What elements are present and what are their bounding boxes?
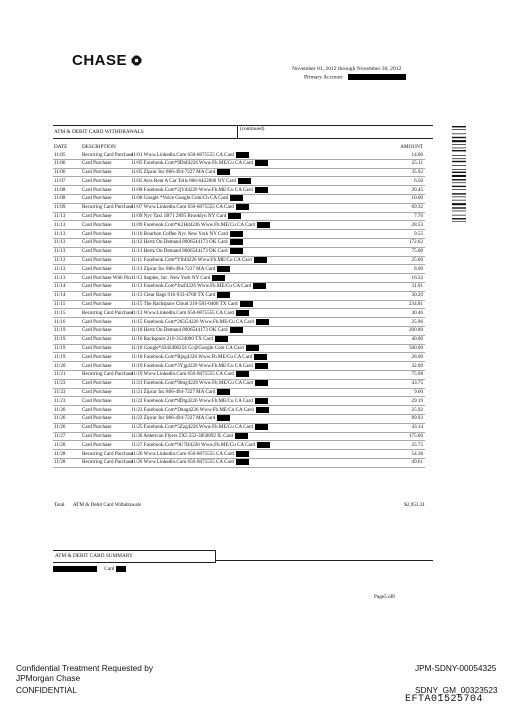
table-row [53,353,425,362]
primary-account [304,74,406,80]
row-description: 11/18 Google*4342406254 Cc@Google.Com CA Card [131,345,244,352]
row-description: 11/13 Www.Linkedin.Com 650-6875555 CA Card [131,309,234,316]
row-description-wrap [131,257,267,263]
table-row [53,380,425,389]
footer-confidential-line1: Confidential Treatment Requested by [16,663,153,673]
row-description-wrap [131,354,267,360]
row-description-wrap [131,415,230,421]
redaction-block [236,371,249,377]
row-description-wrap [131,451,249,457]
redaction-block [253,283,266,289]
row-type: Card Purchase [82,397,112,404]
row-amount: 75.00 [411,248,423,255]
row-description-wrap [131,266,230,272]
total-row [53,502,425,510]
table-row [53,213,425,222]
row-description-wrap [131,310,249,316]
row-date: 11/06 [54,169,66,176]
row-type: Recurring Card Purchase [82,450,134,457]
redaction-block [236,152,249,158]
row-description: 11/13 Zipcar Inc 866-494-7227 MA Card [131,265,216,272]
row-description: 11/05 Facebook.Com*9Dnf4226 Www.Fb.ME/Cu CA Card [131,160,254,167]
row-amount: 10.00 [411,195,423,202]
table-row [53,371,425,380]
table-row [53,336,425,345]
row-description: 11/13 Staples, Inc. New York NY Card [131,274,211,281]
row-type: Card Purchase [82,169,112,176]
redaction-block [256,319,269,325]
row-description: 11/21 Zipcar Inc 866-494-7227 MA Card [131,389,216,396]
row-description-wrap [131,380,268,386]
row-type: Card Purchase [82,160,112,167]
summary-header [53,550,433,562]
row-date: 11/13 [54,257,66,264]
redaction-block [236,451,249,457]
row-description: 11/10 Bourbon Coffee Nyc New York NY Card [131,230,228,237]
table-header [53,143,425,151]
row-description-wrap [131,160,268,166]
row-description-wrap [131,239,243,245]
row-description: 11/25 Facebook.Com*5Zzg4226 Www.Fb.ME/Cu CA Card [131,424,254,431]
row-type: Recurring Card Purchase [82,204,134,211]
row-amount: 500.00 [408,345,423,352]
row-description-wrap [131,213,241,219]
row-type: Card Purchase [82,177,112,184]
col-date: DATE [54,143,68,150]
row-description: 11/26 Www.Linkedin.Com 650-6875555 CA Card [131,459,234,466]
row-amount: 75.98 [411,371,423,378]
row-description: 11/12 Hertz On Demand 8006544173 OK Card [131,239,228,246]
row-description: 11/13 Clear Bags 916-933-4700 TX Card [131,292,216,299]
redaction-block [255,160,268,166]
row-type: Card Purchase [82,265,112,272]
table-row [53,389,425,398]
row-date: 11/26 [54,424,66,431]
row-amount: 25.92 [411,406,423,413]
table-row [53,239,425,248]
section-title: ATM & DEBIT CARD WITHDRAWALS [54,129,144,135]
table-row [53,177,425,186]
row-date: 11/13 [54,274,66,281]
row-description: 11/18 Hertz On Demand 8006544173 OK Card [131,327,228,334]
table-row [53,230,425,239]
row-description-wrap [131,231,243,237]
row-description-wrap [131,345,259,351]
row-description-wrap [131,398,268,404]
row-description: 11/27 Facebook.Com*9U7H4226 Www.Fb.ME/Cu CA Card [131,441,256,448]
redaction-block [254,354,267,360]
bates-number-sdny: SDNY_GM_00323523 [415,685,498,695]
table-row [53,309,425,318]
bates-number-jpm: JPM-SDNY-00054325 [415,663,497,673]
table-row [53,397,425,406]
row-description-wrap [131,433,248,439]
table-row [53,292,425,301]
row-type: Card Purchase [82,336,112,343]
col-description: DESCRIPTION [82,143,116,150]
withdrawals-table [53,143,425,468]
row-amount: 9.55 [414,230,423,237]
row-type: Card Purchase [82,221,112,228]
row-description: 11/08 Facebook.Com*2jVd4226 Www.Fb.ME/Cu CA Card [131,186,253,193]
row-date: 11/13 [54,213,66,220]
row-date: 11/26 [54,415,66,422]
row-type: Recurring Card Purchase [82,371,134,378]
footer-confidential-line2: JPMorgan Chase [16,673,81,683]
row-description: 11/15 The Rackspace Cloud 210-581-0400 TX Card [131,301,238,308]
row-date: 11/08 [54,186,66,193]
redaction-block [254,257,267,263]
row-date: 11/26 [54,406,66,413]
redaction-block [230,248,243,254]
total-amount: $2,953.31 [404,502,425,508]
table-row [53,433,425,442]
row-type: Card Purchase [82,433,112,439]
redaction-block [217,415,230,421]
table-row [53,195,425,204]
footer-confidential-line3: CONFIDENTIAL [16,685,77,695]
row-description: 11/13 Hertz On Demand 8006544173 OK Card [131,248,228,255]
row-date: 11/28 [54,441,66,448]
total-description: ATM & Debit Card Withdrawals [73,502,141,508]
redaction-block [217,389,230,395]
row-type: Recurring Card Purchase [82,459,134,466]
redaction-block [255,398,268,404]
redaction-block [230,195,243,201]
row-description: 11/01 Www.Linkedin.Com 650-6875555 CA Card [131,151,234,158]
redaction-block [240,301,253,307]
chase-octagon-icon [131,55,142,66]
row-date: 11/15 [54,309,66,316]
row-description: 11/16 Rackspace 210-3124000 TX Card [131,336,214,343]
redaction-block [228,213,241,219]
row-date: 11/19 [54,327,66,334]
row-amount: 32.00 [411,362,423,369]
redaction-block [236,204,249,210]
row-amount: 7.70 [414,213,423,220]
row-type: Card Purchase [82,239,112,246]
row-description: 11/19 Www.Linkedin.Com 650-6875555 CA Card [131,371,234,378]
redaction-block [116,566,126,572]
row-description-wrap [131,292,230,298]
row-amount: 9.60 [414,389,423,396]
row-description-wrap [131,248,243,254]
primary-account-label: Primary Account: [304,74,344,81]
redaction-block [215,336,228,342]
row-type: Card Purchase [82,362,112,369]
row-description-wrap [131,459,249,465]
redaction-block [212,275,225,281]
row-amount: 40.00 [411,336,423,343]
row-type: Card Purchase [82,353,112,360]
page-number: Page5 of8 [374,594,395,600]
row-type: Card Purchase [82,441,112,448]
row-date: 11/13 [54,265,66,272]
row-date: 11/28 [54,450,66,457]
row-date: 11/20 [54,362,66,369]
row-amount: 43.75 [411,380,423,387]
row-type: Card Purchase [82,230,112,237]
row-amount: 25.96 [411,318,423,325]
row-amount: 25.75 [411,441,423,448]
row-description: 11/26 American Flyers 5X5 552-3850092 IL Card [131,433,234,439]
row-description: 11/19 Facebook.Com*3Yjg4226 Www.Fb.ME/Cu CA Card [131,362,253,369]
table-row [53,318,425,327]
row-type: Card Purchase [82,380,112,387]
row-amount: 16.32 [411,274,423,281]
row-amount: 175.00 [408,433,423,439]
redaction-block [230,239,243,245]
row-date: 11/23 [54,389,66,396]
row-date: 11/27 [54,433,66,439]
table-row [53,204,425,213]
row-amount: 172.62 [408,239,423,246]
row-description-wrap [131,169,230,175]
redaction-block [246,345,259,351]
redaction-block [236,459,249,465]
row-amount: 43.14 [411,424,423,431]
row-type: Card Purchase [82,415,112,422]
row-description-wrap [131,319,269,325]
row-description-wrap [131,275,225,281]
table-row [53,327,425,336]
row-description-wrap [131,371,249,377]
row-amount: 54.38 [411,450,423,457]
row-amount: 28.53 [411,221,423,228]
row-date: 11/16 [54,318,66,325]
table-row [53,265,425,274]
row-amount: 30.46 [411,309,423,316]
row-description: 11/09 Facebook.Com*K2Hd4226 Www.Fb.ME/Cu CA Card [131,221,256,228]
row-description: 11/09 Nyc Taxi 1B71 2895 Brooklyn NY Card [131,213,227,220]
redaction-block [217,266,230,272]
row-type: Card Purchase [82,301,112,308]
row-amount: 89.93 [411,415,423,422]
total-label: Total [54,502,65,508]
row-date: 11/14 [54,283,66,290]
table-row [53,415,425,424]
row-description: 11/21 Facebook.Com*9lmg4226 Www.Fb.ME/Cu CA Card [131,380,254,387]
row-type: Recurring Card Purchase [82,309,134,316]
row-type: Card Purchase [82,257,112,264]
row-description-wrap [131,187,268,193]
row-description: 11/13 Facebook.Com*Jnzf4226 Www.Fb.ME/Cu CA Card [131,283,252,290]
table-row [53,151,425,160]
redaction-block [257,442,270,448]
barcode-icon [452,126,466,222]
row-type: Card Purchase [82,292,112,299]
row-type: Card Purchase [82,345,112,352]
table-row [53,450,425,459]
row-description-wrap [131,327,243,333]
row-type: Card Purchase [82,389,112,396]
efta-number: EFTA01525704 [405,694,484,705]
row-description-wrap [131,363,268,369]
row-date: 11/28 [54,459,66,466]
table-row [53,257,425,266]
table-row [53,459,425,468]
table-row [53,424,425,433]
redaction-block [255,187,268,193]
redaction-block [235,433,248,439]
summary-card-line [53,566,126,572]
row-type: Card Purchase [82,318,112,325]
row-date: 11/09 [54,204,66,211]
redaction-block [217,169,230,175]
row-description-wrap [131,407,269,413]
row-description: 11/08 Google *Voice Google.Com/Ch CA Card [131,195,229,202]
table-row [53,160,425,169]
row-type: Card Purchase [82,424,112,431]
row-amount: 25.00 [411,257,423,264]
table-row [53,345,425,354]
row-amount: 8.00 [414,265,423,272]
row-description-wrap [131,424,268,430]
row-description-wrap [131,178,251,184]
row-type: Card Purchase [82,283,112,290]
row-description-wrap [131,222,270,228]
row-description-wrap [131,301,253,307]
row-type: Card Purchase [82,406,112,413]
row-date: 11/21 [54,371,66,378]
row-date: 11/19 [54,345,66,352]
row-date: 11/23 [54,380,66,387]
table-row [53,441,425,450]
row-description-wrap [131,204,249,210]
redaction-block [230,327,243,333]
row-description: 11/11 Facebook.Com*Ylbf4226 Www.Fb.ME/Cu CA Card [131,257,252,264]
row-date: 11/07 [54,177,66,184]
table-row [53,283,425,292]
row-type: Card Purchase [82,195,112,202]
brand-name: CHASE [72,52,128,69]
row-date: 11/19 [54,353,66,360]
redaction-block [230,231,243,237]
redaction-block [236,310,249,316]
row-amount: 69.32 [411,204,423,211]
redaction-block [256,407,269,413]
redaction-block [348,74,406,80]
row-description: 11/23 Zipcar Inc 866-494-7227 MA Card [131,415,216,422]
row-date: 11/06 [54,160,66,167]
row-description: 11/07 Www.Linkedin.Com 650-6875555 CA Card [131,204,234,211]
redaction-block [257,222,270,228]
row-date: 11/08 [54,195,66,202]
row-amount: 25.11 [411,160,423,167]
row-type: Card Purchase [82,213,112,220]
row-date: 11/05 [54,151,66,158]
redaction-block [53,566,97,572]
row-date: 11/19 [54,336,66,343]
row-description: 11/15 Facebook.Com*265G4226 Www.Fb.ME/Cu CA Card [131,318,254,325]
redaction-block [255,363,268,369]
row-amount: 31.01 [411,283,423,290]
row-amount: 35.92 [411,169,423,176]
redaction-block [217,292,230,298]
redaction-block [255,424,268,430]
row-amount: 29.19 [411,397,423,404]
row-description-wrap [131,442,270,448]
row-description-wrap [131,152,249,158]
row-description: 11/22 Facebook.Com*8Dtg4226 Www.Fb.ME/Cu CA Card [131,397,253,404]
continued-label: (continued) [240,126,265,132]
redaction-block [255,380,268,386]
row-amount: 49.61 [411,459,423,466]
row-description: 11/23 Facebook.Com*Dnag4226 Www.Fb.ME/Cu CA Card [131,406,254,413]
row-description-wrap [131,283,266,289]
row-date: 11/15 [54,301,66,308]
row-amount: 234.81 [408,301,423,308]
table-row [53,186,425,195]
row-amount: 200.80 [408,327,423,334]
table-row [53,248,425,257]
row-date: 11/13 [54,230,66,237]
row-amount: 30.20 [411,292,423,299]
row-type: Recurring Card Purchase [82,151,134,158]
table-row [53,274,425,283]
row-description: 11/05 Zipcar Inc 866-494-7227 MA Card [131,169,216,176]
redaction-block [238,178,251,184]
table-row [53,221,425,230]
row-description-wrap [131,336,228,342]
table-row [53,406,425,415]
row-description-wrap [131,195,243,201]
row-amount: 28.00 [411,353,423,360]
row-type: Card Purchase [82,327,112,334]
row-description: 11/05 Avis Rent A Car Tolls 866-6422000 NY Card [131,177,236,184]
table-row [53,362,425,371]
row-type: Card Purchase [82,248,112,255]
row-amount: 20.45 [411,186,423,193]
table-row [53,301,425,310]
card-label: Card [104,566,115,573]
row-date: 11/13 [54,221,66,228]
row-description: 11/26 Www.Linkedin.Com 650-6875555 CA Card [131,450,234,457]
summary-title: ATM & DEBIT CARD SUMMARY [55,553,133,559]
row-amount: 14.06 [411,151,423,158]
row-description-wrap [131,389,230,395]
row-date: 11/13 [54,239,66,246]
row-date: 11/23 [54,397,66,404]
row-amount: 6.50 [414,177,423,184]
statement-period: November 01, 2012 through November 30, 2012 [292,66,402,72]
row-type: Card Purchase With Pin [82,274,131,281]
table-row [53,169,425,178]
col-amount: AMOUNT [400,143,423,150]
chase-logo [72,52,142,69]
row-type: Card Purchase [82,186,112,193]
row-date: 11/13 [54,248,66,255]
row-description: 11/18 Facebook.Com*Rjzg4226 Www.Fb.ME/Cu CA Card [131,353,253,360]
row-date: 11/14 [54,292,66,299]
